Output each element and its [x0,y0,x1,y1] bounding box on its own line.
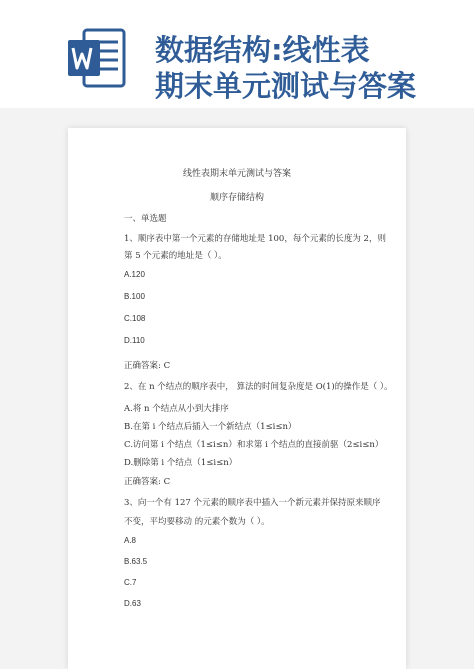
q1-option-b: B.100 [124,292,145,301]
question-1-line-2: 第 5 个元素的地址是（ ）。 [124,251,227,261]
question-1-line-1: 1、顺序表中第一个元素的存储地址是 100，每个元素的长度为 2，则 [124,234,386,244]
q3-option-d: D.63 [124,599,141,608]
word-document-icon [66,26,126,90]
section-heading: 一、单选题 [124,214,167,224]
q3-option-a: A.8 [124,536,137,545]
doc-subtitle: 顺序存储结构 [209,193,264,203]
q1-option-a: A.120 [124,270,145,279]
page-title-line-1: 数据结构:线性表 [155,33,370,67]
q2-option-c: C.访问第 i 个结点（1≤i≤n）和求第 i 个结点的直接前驱（2≤i≤n） [124,440,384,450]
document-page [68,128,406,669]
question-2-line-1: 2、在 n 个结点的顺序表中， 算法的时间复杂度是 O(1)的操作是（ ）。 [124,382,393,392]
page-title-line-2: 期末单元测试与答案 [155,69,417,103]
header-banner [0,0,474,108]
q2-answer: 正确答案: C [124,477,171,487]
q1-answer: 正确答案: C [124,361,171,371]
question-3-line-2: 不变，平均要移动 的元素个数为（ ）。 [124,517,270,527]
q2-option-a: A.将 n 个结点从小到大排序 [124,404,229,414]
question-3-line-1: 3、向一个有 127 个元素的顺序表中插入一个新元素并保持原来顺序 [124,498,381,508]
q2-option-b: B.在第 i 个结点后插入一个新结点（1≤i≤n） [124,422,297,432]
q2-option-d: D.删除第 i 个结点（1≤i≤n） [124,458,238,468]
q3-option-b: B.63.5 [124,557,148,566]
q3-option-c: C.7 [124,578,137,587]
q1-option-d: D.110 [124,336,145,345]
doc-title: 线性表期末单元测试与答案 [182,169,291,179]
q1-option-c: C.108 [124,314,146,323]
